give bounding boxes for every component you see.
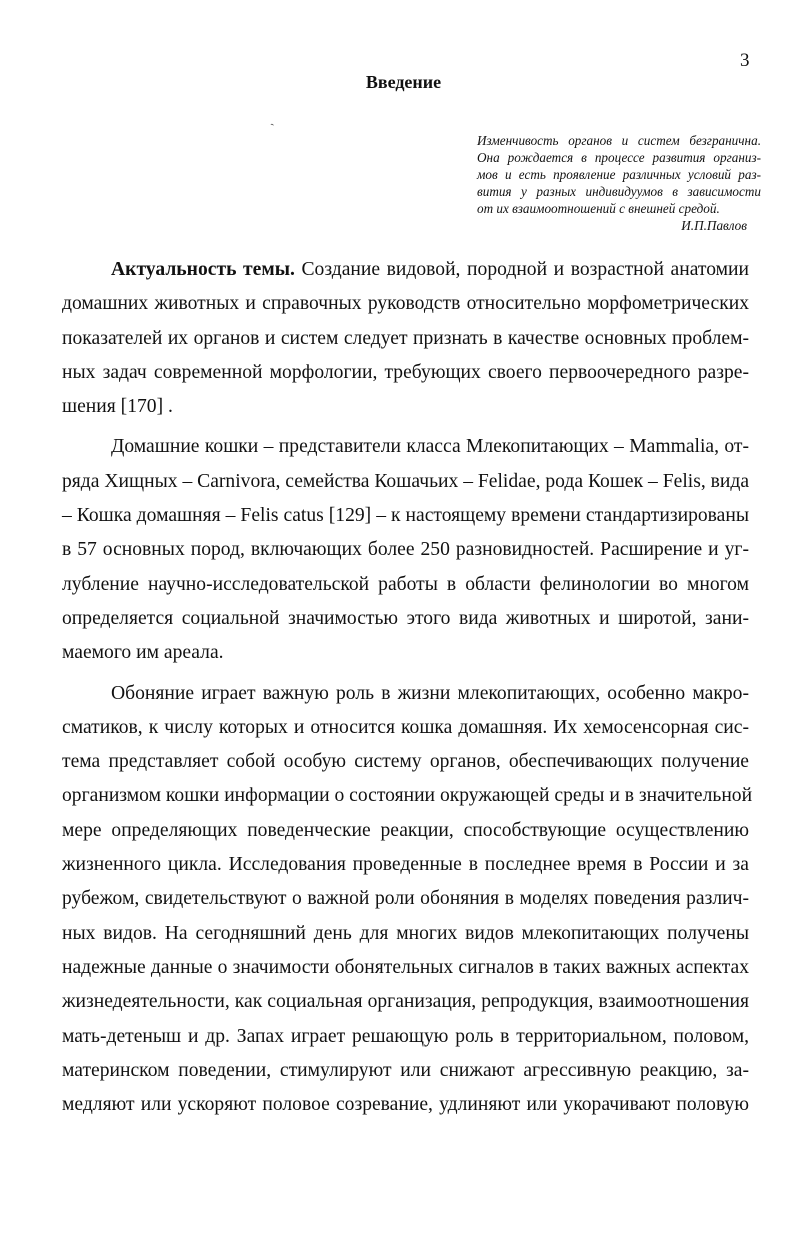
paragraph-lead: Актуальность темы. [111, 259, 295, 280]
paragraph-line: лубление научно-исследовательской работы в области фелинологии во многом [62, 573, 749, 595]
epigraph-line: вития у разных индивидуумов в зависимости [477, 184, 761, 199]
paragraph-line: материнском поведении, стимулируют или снижают агрессивную реакцию, за- [62, 1059, 749, 1081]
paragraph-line: шения [170] . [62, 396, 173, 418]
paragraph-line [62, 253, 749, 287]
epigraph-line: от их взаимоотношений с внешней средой. [477, 201, 720, 216]
paragraph-relevance [62, 253, 749, 424]
paragraph-olfaction [62, 677, 753, 1123]
page-number: 3 [740, 50, 750, 71]
epigraph [477, 132, 761, 234]
paragraph-line: надежные данные о значимости обонятельных сигналов в таких важных аспектах [62, 956, 749, 978]
paragraph-line: жизненного цикла. Исследования проведенные в последнее время в России и за [62, 854, 749, 876]
body-text [62, 253, 753, 1122]
paragraph-line: Обоняние играет важную роль в жизни млекопитающих, особенно макро- [111, 682, 749, 704]
page-title: Введение [365, 72, 442, 92]
epigraph-line: Изменчивость органов и систем безгранична. [477, 133, 761, 148]
paragraph-line: мать-детеныш и др. Запах играет решающую роль в территориальном, половом, [62, 1025, 749, 1047]
paragraph-line: сматиков, к числу которых и относится кошка домашняя. Их хемосенсорная сис- [62, 716, 749, 738]
paragraph-line: ряда Хищных – Carnivora, семейства Кошачьих – Felidae, рода Кошек – Felis, вида [62, 470, 750, 492]
scan-mark: ` [269, 121, 279, 138]
paragraph-line: мере определяющих поведенческие реакции, способствующие осуществлению [62, 819, 749, 841]
paragraph-line: медляют или ускоряют половое созревание, удлиняют или укорачивают половую [62, 1094, 749, 1116]
paragraph-line: тема представляет собой особую систему органов, обеспечивающих получение [62, 751, 749, 773]
paragraph-line: организмом кошки информации о состоянии окружающей среды и в значительной [62, 785, 753, 807]
epigraph-line: мов и есть проявление различных условий раз- [477, 167, 761, 182]
paragraph-line: маемого им ареала. [62, 642, 224, 664]
paragraph-line: рубежом, свидетельствуют о важной роли обоняния в моделях поведения различ- [62, 888, 749, 910]
paragraph-line: ных задач современной морфологии, требующих своего первоочередного разре- [62, 361, 749, 383]
paragraph-cats [62, 430, 749, 670]
epigraph-author: И.П.Павлов [681, 218, 747, 233]
paragraph-line: показателей их органов и систем следует признать в качестве основных проблем- [62, 327, 749, 349]
paragraph-line: жизнедеятельности, как социальная организация, репродукция, взаимоотношения [62, 991, 749, 1013]
paragraph-line: ных видов. На сегодняшний день для многих видов млекопитающих получены [62, 922, 749, 944]
paragraph-line: определяется социальной значимостью этого вида животных и широтой, зани- [62, 607, 749, 629]
paragraph-line: в 57 основных пород, включающих более 250 разновидностей. Расширение и уг- [62, 539, 749, 561]
paragraph-line: – Кошка домашняя – Felis catus [129] – к настоящему времени стандартизированы [62, 505, 749, 527]
paragraph-line-text: Создание видовой, породной и возрастной анатомии [294, 259, 749, 280]
paragraph-line: домашних животных и справочных руководств относительно морфометрических [62, 293, 749, 315]
epigraph-line: Она рождается в процессе развития организ- [477, 150, 761, 165]
paragraph-line: Домашние кошки – представители класса Млекопитающих – Mammalia, от- [111, 436, 749, 458]
